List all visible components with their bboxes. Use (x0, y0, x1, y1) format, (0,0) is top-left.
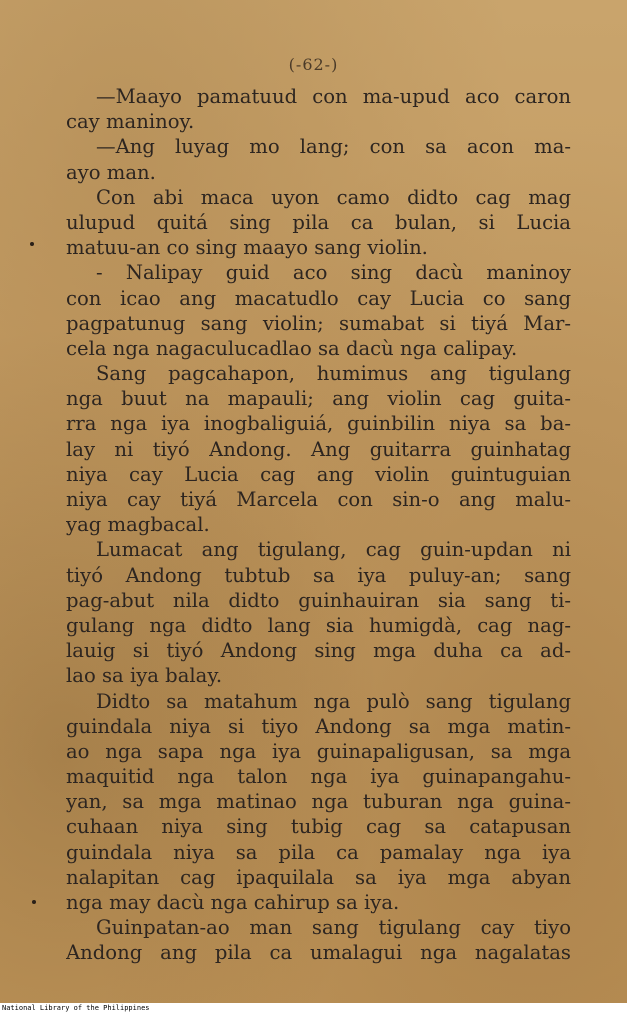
text-line: Andong ang pila ca umalagui nga nagalatas (66, 941, 571, 965)
text-line: Con abi maca uyon camo didto cag mag (96, 185, 571, 209)
text-line: ulupud quitá sing pila ca bulan, si Lucia (66, 210, 571, 234)
ink-spot (30, 242, 34, 246)
text-line: - Nalipay guid aco sing dacù maninoy (96, 261, 571, 285)
text-line: nalapitan cag ipaquilala sa iya mga abyan (66, 865, 571, 889)
text-line: lauig si tiyó Andong sing mga duha ca ad- (66, 639, 571, 663)
text-line: ao nga sapa nga iya guinapaligusan, sa mga (66, 739, 571, 763)
text-line: —Ang luyag mo lang; con sa acon ma- (96, 135, 571, 159)
text-line: guindala niya si tiyo Andong sa mga matin- (66, 714, 571, 738)
text-line: maquitid nga talon nga iya guinapangahu- (66, 765, 571, 789)
text-line: gulang nga didto lang sia humigdà, cag nag- (66, 613, 571, 637)
text-line: niya cay tiyá Marcela con sin-o ang malu- (66, 488, 571, 511)
text-line: niya cay Lucia cag ang violin guintuguian (66, 462, 571, 486)
text-line: lay ni tiyó Andong. Ang guitarra guinhatag (66, 437, 571, 461)
text-line: pag-abut nila didto guinhauiran sia sang ti- (66, 588, 571, 612)
text-line: cay maninoy. (66, 110, 195, 134)
text-line: con icao ang macatudlo cay Lucia co sang (66, 286, 571, 310)
text-line: nga buut na mapauli; ang violin cag guita- (66, 387, 571, 411)
text-line: nga may dacù nga cahirup sa iya. (66, 891, 400, 914)
text-line: cela nga nagaculucadlao sa dacù nga calipay. (66, 336, 518, 360)
library-credit: National Library of the Philippines (0, 1003, 627, 1013)
text-line: Didto sa matahum nga pulò sang tigulang (96, 689, 571, 713)
text-line: cuhaan niya sing tubig cag sa catapusan (66, 815, 571, 839)
text-line: tiyó Andong tubtub sa iya puluy-an; sang (66, 563, 571, 587)
text-line: pagpatunug sang violin; sumabat si tiyá Mar- (66, 311, 571, 335)
text-line: —Maayo pamatuud con ma-upud aco caron (96, 85, 571, 108)
ink-spot (32, 900, 36, 904)
text-line: rra nga iya inogbaliguiá, guinbilin niya sa ba- (66, 412, 571, 436)
text-line: yan, sa mga matinao nga tuburan nga guina- (66, 790, 571, 814)
page-number: (-62-) (288, 55, 339, 74)
text-line: Lumacat ang tigulang, cag guin-updan ni (96, 538, 571, 562)
text-line: Guinpatan-ao man sang tigulang cay tiyo (96, 916, 571, 940)
text-line: Sang pagcahapon, humimus ang tigulang (96, 362, 571, 386)
text-line: lao sa iya balay. (66, 664, 223, 688)
body-text (66, 84, 571, 966)
text-line: yag magbacal. (66, 513, 210, 537)
text-line: guindala niya sa pila ca pamalay nga iya (66, 840, 571, 864)
text-line: matuu-an co sing maayo sang violin. (66, 236, 428, 260)
text-line: ayo man. (66, 160, 156, 184)
